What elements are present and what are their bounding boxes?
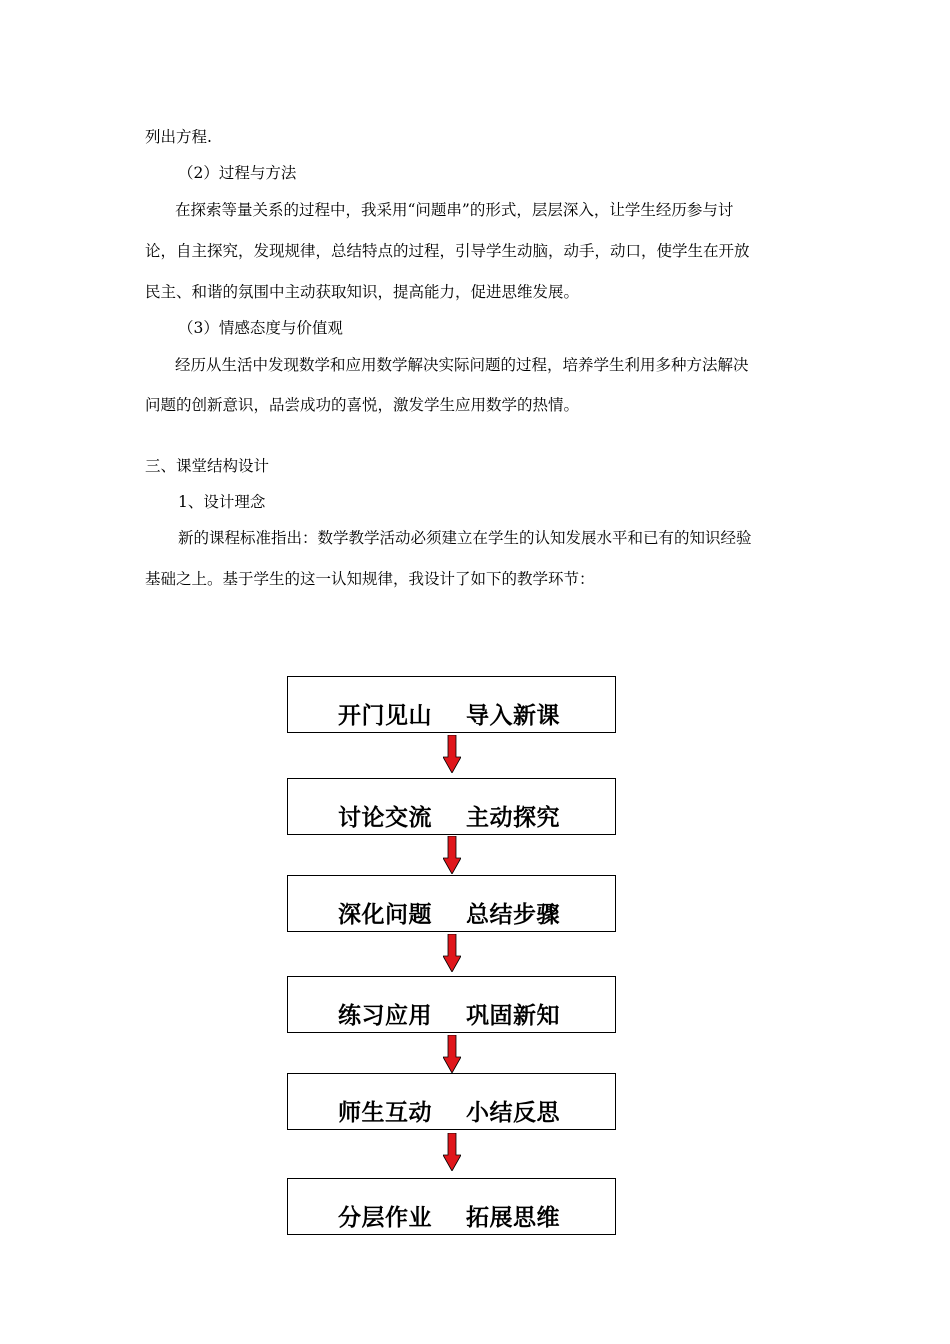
down-arrow-icon bbox=[443, 1133, 461, 1171]
down-arrow-icon bbox=[443, 836, 461, 874]
flow-step-label: 分层作业 拓展思维 bbox=[338, 1205, 561, 1231]
paragraph-line: 列出方程. bbox=[145, 128, 212, 146]
flow-step-box bbox=[287, 1178, 616, 1235]
flow-step-box bbox=[287, 778, 616, 835]
paragraph-line: 经历从生活中发现数学和应用数学解决实际问题的过程，培养学生利用多种方法解决 bbox=[175, 356, 749, 374]
flow-step-label: 练习应用 巩固新知 bbox=[338, 1003, 561, 1029]
section-heading: 三、课堂结构设计 bbox=[145, 457, 270, 475]
flow-step-box bbox=[287, 676, 616, 733]
flow-step-label: 深化问题 总结步骤 bbox=[338, 902, 561, 928]
paragraph-line: 论，自主探究，发现规律，总结特点的过程，引导学生动脑，动手，动口，使学生在开放 bbox=[145, 242, 750, 260]
paragraph-line: 民主、和谐的氛围中主动获取知识，提高能力，促进思维发展。 bbox=[145, 283, 580, 301]
down-arrow-icon bbox=[443, 735, 461, 773]
flow-step-box bbox=[287, 1073, 616, 1130]
subsection-heading: （3）情感态度与价值观 bbox=[178, 319, 343, 337]
flow-step-label: 讨论交流 主动探究 bbox=[338, 805, 561, 831]
subsection-heading: 1、设计理念 bbox=[178, 493, 266, 511]
flow-step-box bbox=[287, 976, 616, 1033]
down-arrow-icon bbox=[443, 1035, 461, 1073]
down-arrow-icon bbox=[443, 934, 461, 972]
subsection-heading: （2）过程与方法 bbox=[178, 164, 297, 182]
flow-step-label: 开门见山 导入新课 bbox=[338, 703, 561, 729]
paragraph-line: 在探索等量关系的过程中，我采用“问题串”的形式，层层深入，让学生经历参与讨 bbox=[175, 201, 734, 219]
flow-step-box bbox=[287, 875, 616, 932]
paragraph-line: 新的课程标准指出：数学教学活动必须建立在学生的认知发展水平和已有的知识经验 bbox=[178, 529, 752, 547]
paragraph-line: 基础之上。基于学生的这一认知规律，我设计了如下的教学环节： bbox=[145, 570, 595, 588]
flow-step-label: 师生互动 小结反思 bbox=[338, 1100, 561, 1126]
paragraph-line: 问题的创新意识，品尝成功的喜悦，激发学生应用数学的热情。 bbox=[145, 396, 580, 414]
